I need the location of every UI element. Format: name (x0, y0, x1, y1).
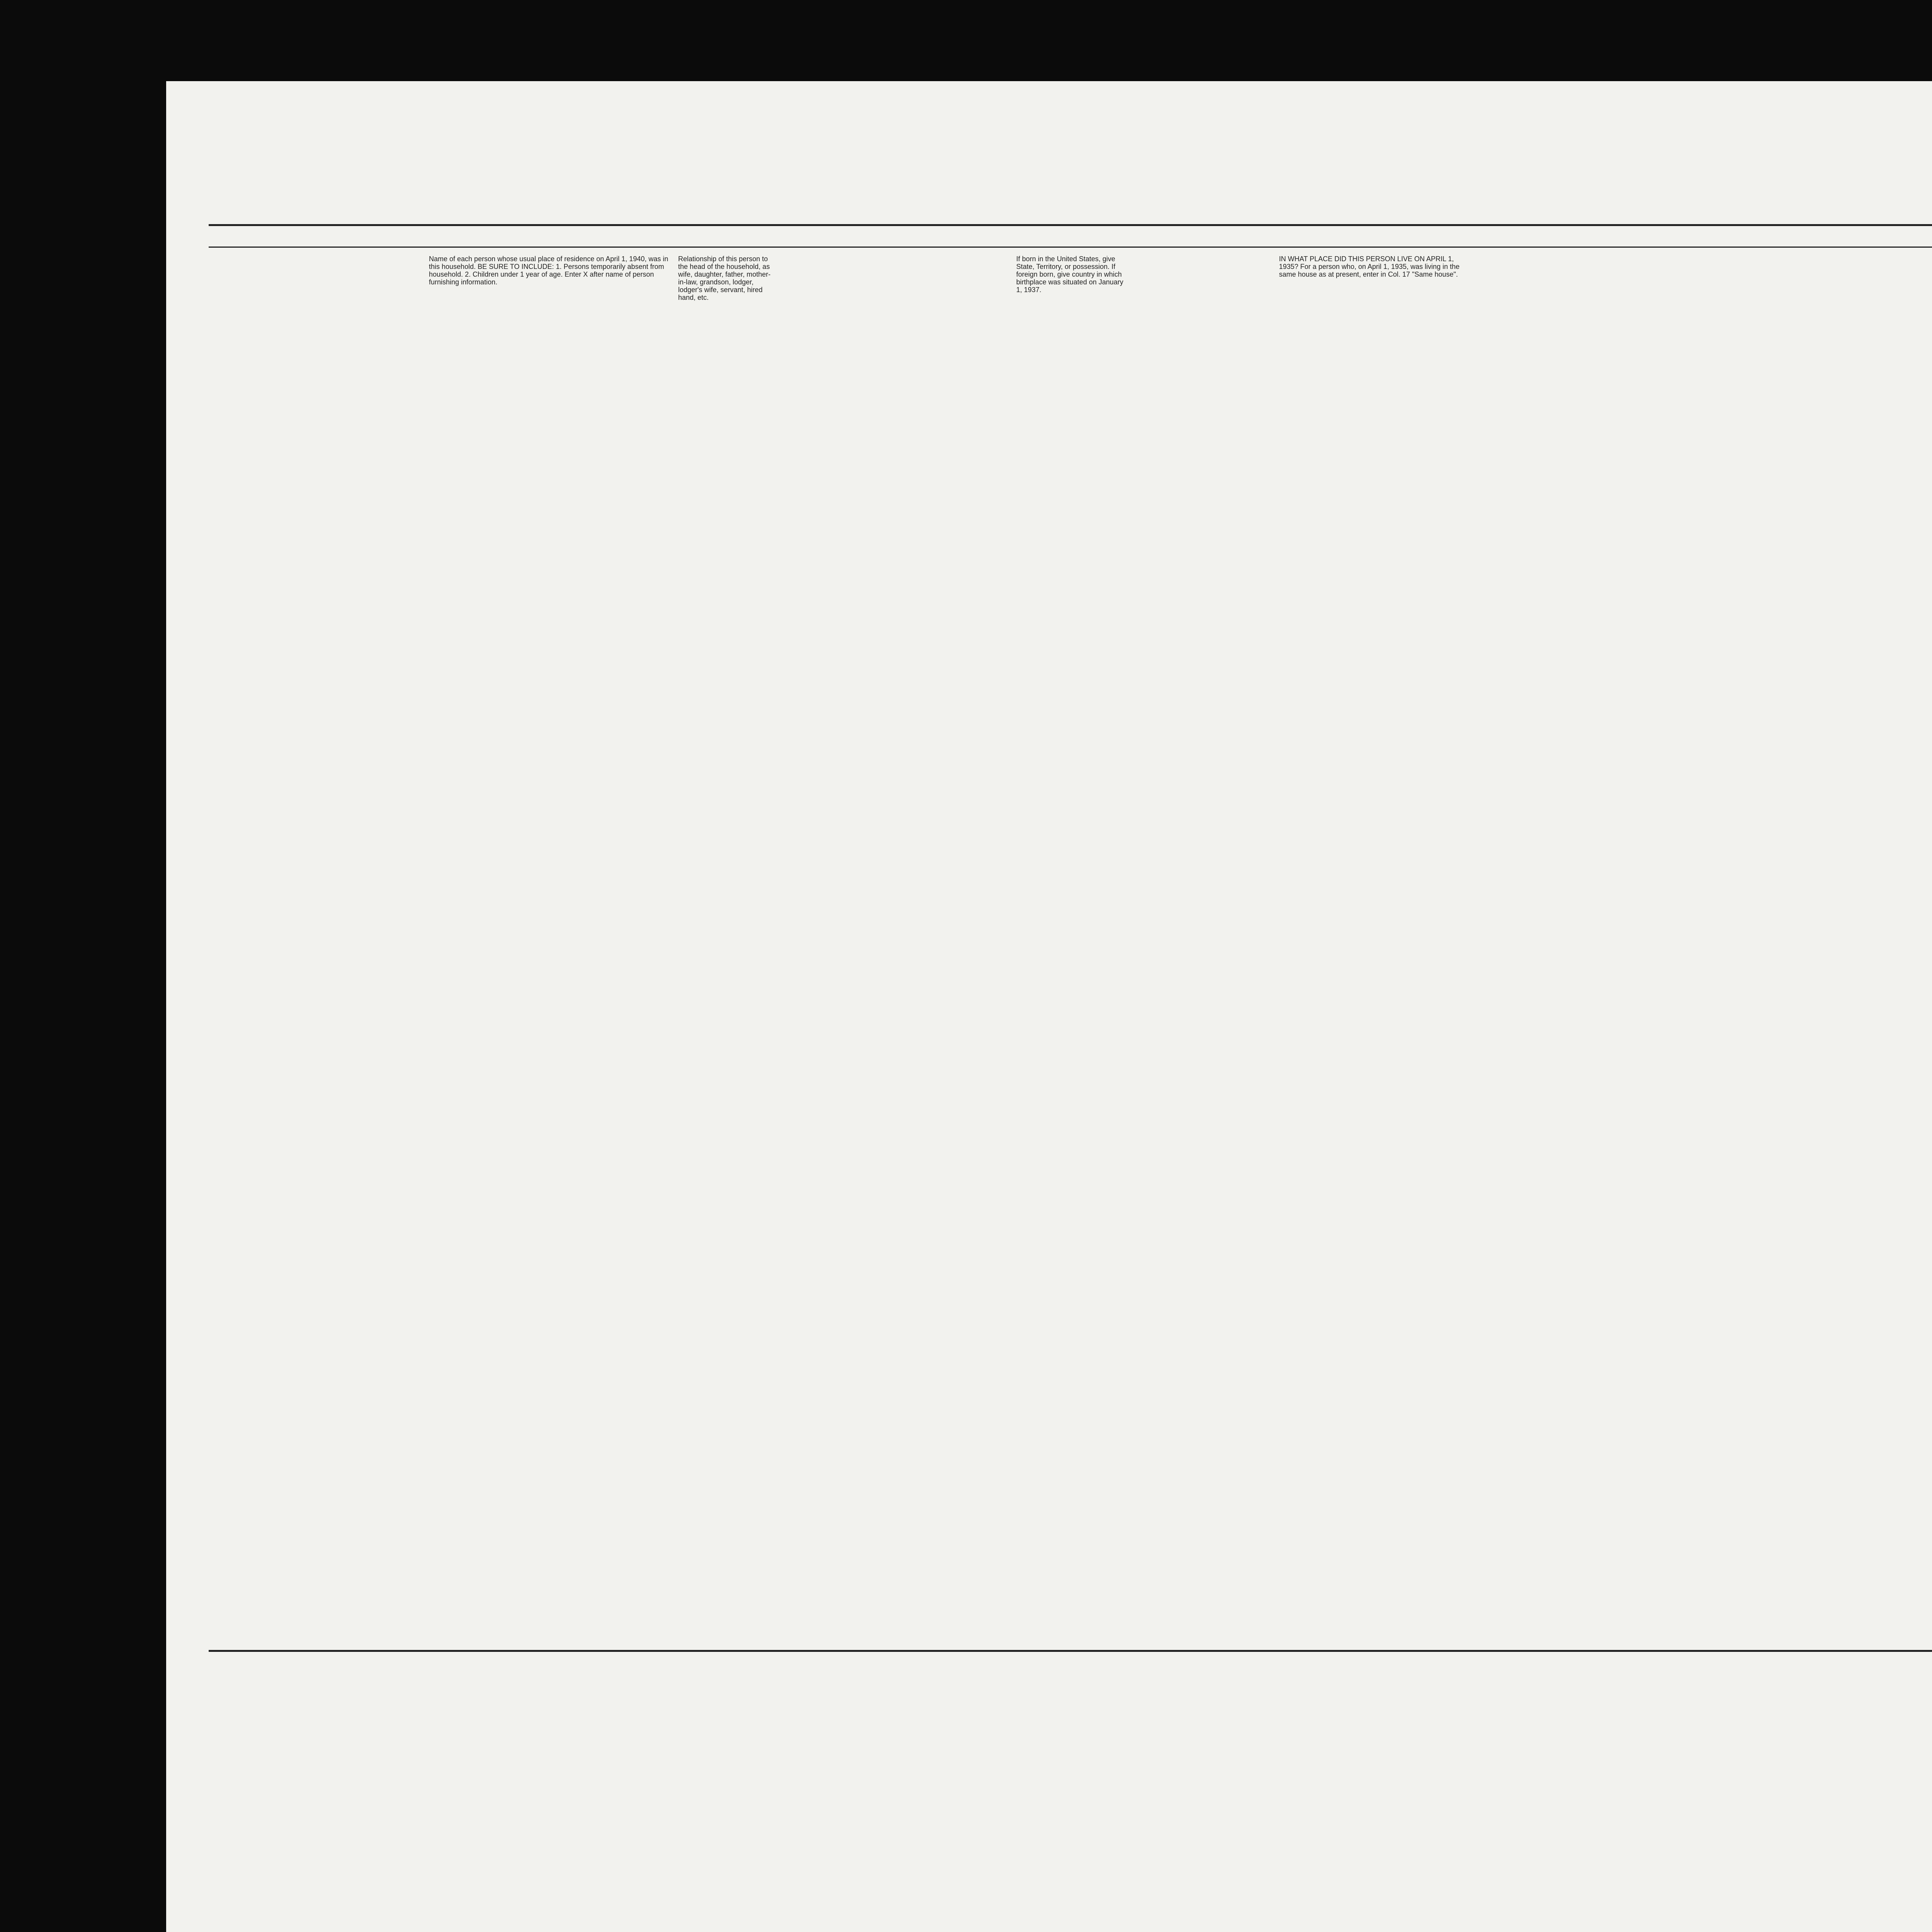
relation-instructions: Relationship of this person to the head of the household, as wife, daughter, father, mother-in-law, grandson, lodger, lodger's wife, servant, hired hand, etc. (678, 255, 771, 301)
census-sheet (166, 81, 1932, 1932)
name-instructions: Name of each person whose usual place of residence on April 1, 1940, was in this household. BE SURE TO INCLUDE: 1. Persons temporarily absent from household. 2. Children under 1 year of age. Enter X after name of person furnishing information. (429, 255, 668, 286)
birth-instructions: If born in the United States, give State, Territory, or possession. If foreign born, give country in which birthplace was situated on January 1, 1937. (1016, 255, 1124, 294)
census-grid (166, 81, 1932, 1932)
residence-instructions: IN WHAT PLACE DID THIS PERSON LIVE ON APRIL 1, 1935? For a person who, on April 1, 1935, was living in the same house as at present, enter in Col. 17 "Same house". (1279, 255, 1460, 278)
supplementary-rule (209, 1650, 1932, 1652)
